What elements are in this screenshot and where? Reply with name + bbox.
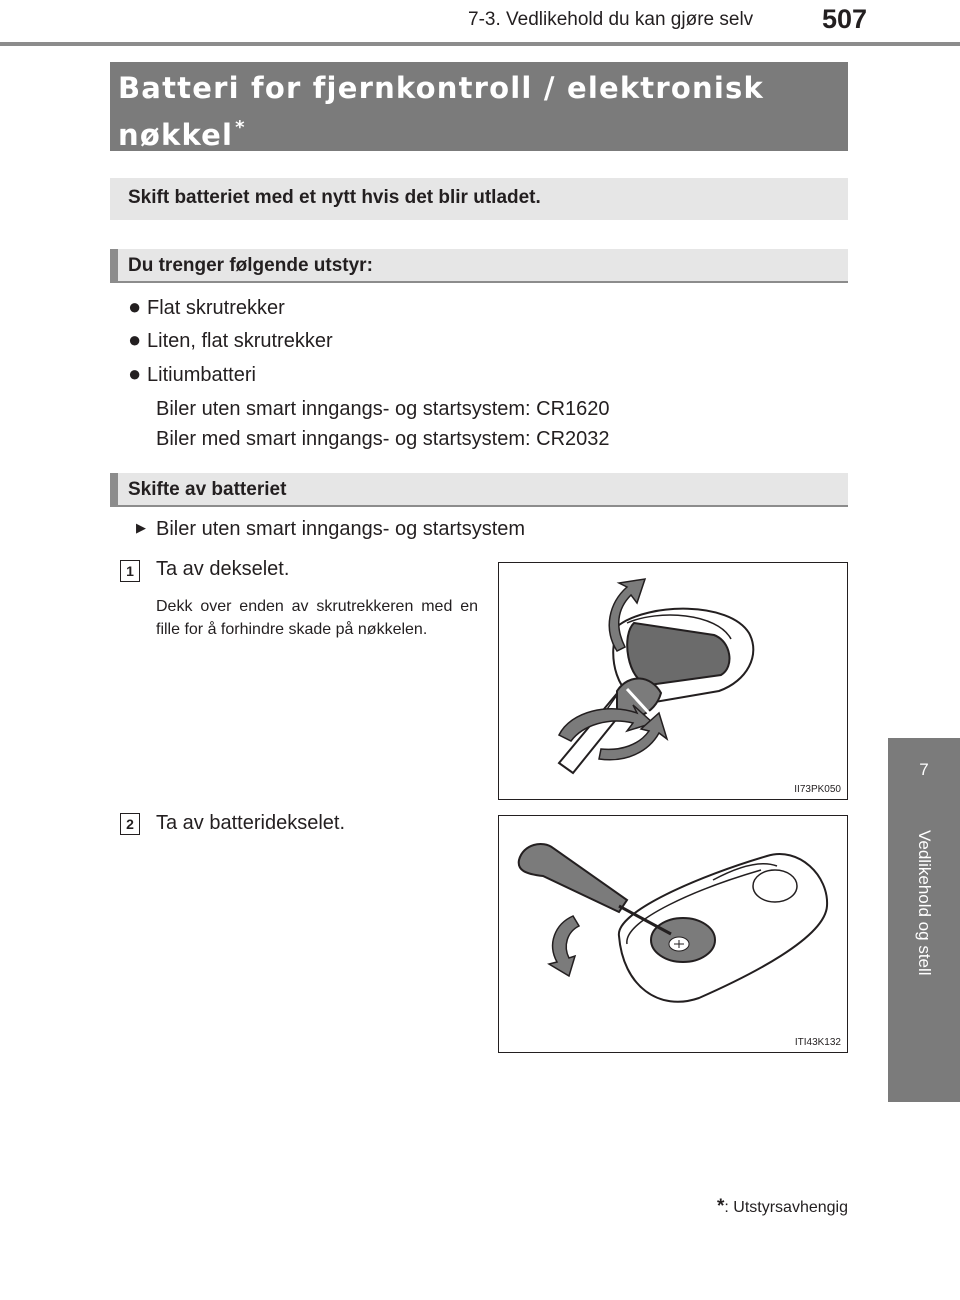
footnote <box>717 1196 848 1218</box>
battery-cover-illustration <box>499 816 846 1051</box>
chapter-label <box>888 830 960 1100</box>
step-text: Ta av batteridekselet. <box>156 812 345 834</box>
step-note: Dekk over enden av skrutrekkeren med en fille for å forhindre skade på nøkkelen. <box>156 598 478 638</box>
page-title-text-2: nøkkel <box>118 118 234 152</box>
equipment-heading: Du trenger følgende utstyr: <box>110 249 848 283</box>
battery-note: Biler med smart inngangs- og startsystem: CR2032 <box>156 428 610 450</box>
equipment-item <box>128 294 285 320</box>
page-title <box>110 62 848 151</box>
bullet-icon: ● <box>128 327 142 352</box>
page-number: 507 <box>822 4 868 34</box>
illustration-remove-cover <box>498 562 848 800</box>
key-cover-illustration <box>499 563 846 798</box>
step-number: 1 <box>120 560 140 582</box>
equipment-item <box>128 361 256 387</box>
illustration-remove-battery-cover <box>498 815 848 1053</box>
image-code: II73PK050 <box>794 784 841 795</box>
battery-note: Biler uten smart inngangs- og startsystem: CR1620 <box>156 398 610 420</box>
bullet-icon: ● <box>128 294 142 319</box>
replacement-heading: Skifte av batteriet <box>110 473 848 507</box>
step-number: 2 <box>120 813 140 835</box>
section-title: 7-3. Vedlikehold du kan gjøre selv <box>468 9 754 30</box>
page-title-line-1: Batteri for fjernkontroll / elektronisk <box>118 71 764 105</box>
chapter-number: 7 <box>919 760 929 779</box>
variant-label <box>136 518 525 541</box>
variant-label-text: Biler uten smart inngangs- og startsystem <box>156 518 526 540</box>
page-title-line-2 <box>118 108 848 155</box>
footnote-text: : Utstyrsavhengig <box>724 1199 848 1216</box>
header-rule <box>0 42 960 46</box>
equipment-item-label: Liten, flat skrutrekker <box>147 330 333 352</box>
asterisk-mark: * <box>235 117 246 138</box>
chapter-label-text: Vedlikehold og stell <box>915 830 934 976</box>
equipment-item <box>128 327 333 353</box>
bullet-icon: ● <box>128 361 142 386</box>
equipment-item-label: Litiumbatteri <box>147 364 256 386</box>
intro-box: Skift batteriet med et nytt hvis det blir utladet. <box>110 178 848 220</box>
image-code: ITI43K132 <box>794 1037 841 1048</box>
equipment-item-label: Flat skrutrekker <box>147 297 285 319</box>
step-text: Ta av dekselet. <box>156 558 290 580</box>
triangle-right-icon: ▶ <box>136 520 146 535</box>
asterisk-mark: * <box>716 1196 725 1217</box>
